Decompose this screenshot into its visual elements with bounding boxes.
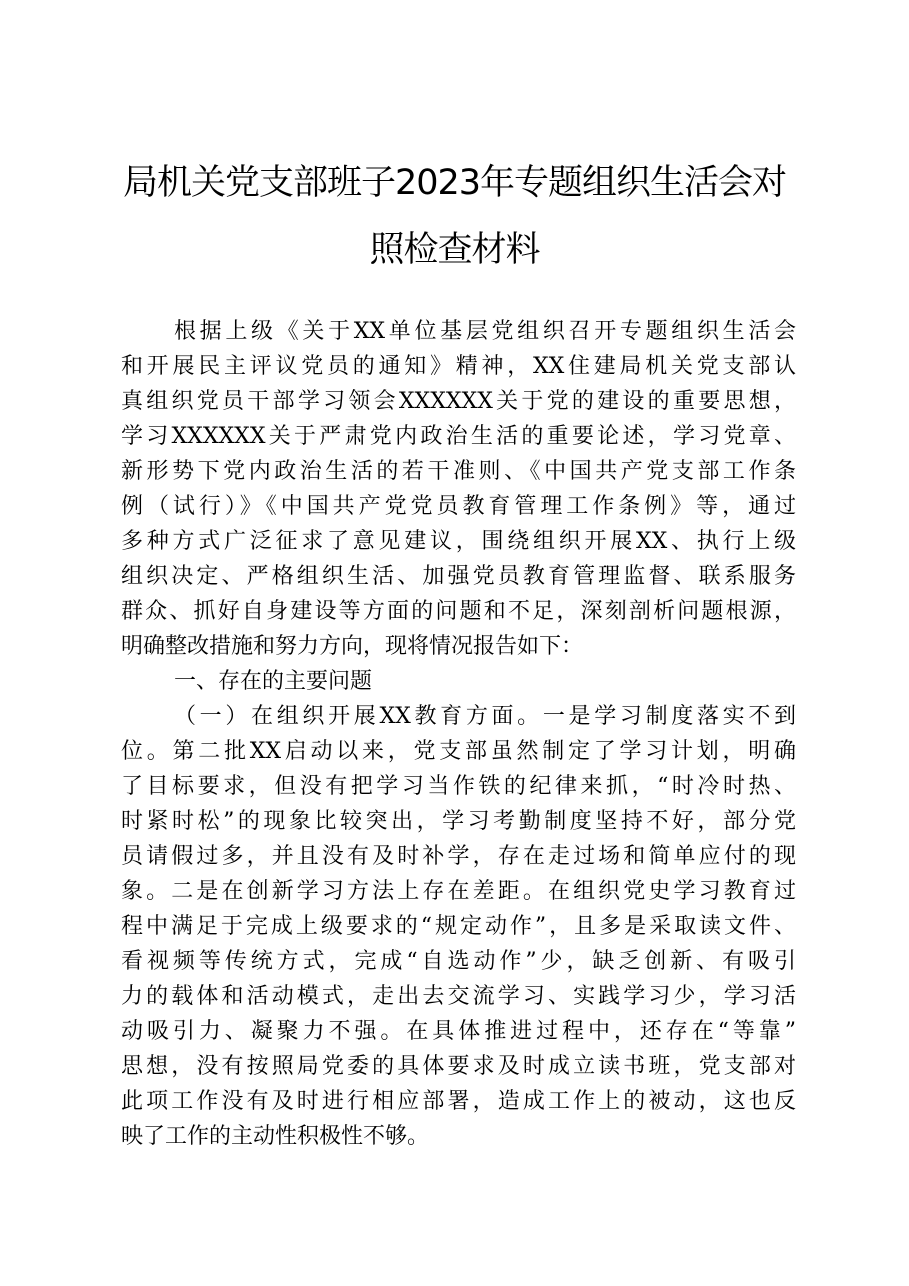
intro-line: 组织决定、严格组织生活、加强党员教育管理监督、联系服务 <box>121 564 796 589</box>
section-line: 看视频等传统方式，完成“自选动作”少，缺乏创新、有吸引 <box>121 949 796 974</box>
intro-line: 新形势下党内政治生活的若干准则、《中国共产党支部工作条 <box>121 459 796 484</box>
section-line: 象。二是在创新学习方法上存在差距。在组织党史学习教育过 <box>121 879 796 904</box>
intro-line: 群众、抓好自身建设等方面的问题和不足，深刻剖析问题根源， <box>121 599 796 624</box>
document-title-line-2: 照检查材料 <box>369 230 540 270</box>
intro-line: 例（试行）》《中国共产党党员教育管理工作条例》等，通过 <box>121 494 796 519</box>
section-line: 了目标要求，但没有把学习当作铁的纪律来抓，“时冷时热、 <box>121 774 796 799</box>
section-line: 程中满足于完成上级要求的“规定动作”，且多是采取读文件、 <box>121 914 796 939</box>
section-line: 位。第二批XX启动以来，党支部虽然制定了学习计划，明确 <box>121 739 796 764</box>
section-line: 时紧时松”的现象比较突出，学习考勤制度坚持不好，部分党 <box>121 809 796 834</box>
intro-line: 明确整改措施和努力方向，现将情况报告如下： <box>121 634 584 659</box>
section-heading: 一、存在的主要问题 <box>174 669 373 694</box>
intro-line: 多种方式广泛征求了意见建议，围绕组织开展XX、执行上级 <box>121 529 796 554</box>
section-line: 员请假过多，并且没有及时补学，存在走过场和简单应付的现 <box>121 844 796 869</box>
document-title-line-1: 局机关党支部班子2023年专题组织生活会对 <box>122 163 787 203</box>
intro-line: 真组织党员干部学习领会XXXXXX关于党的建设的重要思想， <box>121 389 796 414</box>
intro-line: 根据上级《关于XX单位基层党组织召开专题组织生活会 <box>174 319 796 344</box>
intro-line: 和开展民主评议党员的通知》精神，XX住建局机关党支部认 <box>121 354 796 379</box>
section-line: 思想，没有按照局党委的具体要求及时成立读书班，党支部对 <box>121 1054 796 1079</box>
section-line: 映了工作的主动性积极性不够。 <box>121 1124 430 1149</box>
section-line: 动吸引力、凝聚力不强。在具体推进过程中，还存在“等靠” <box>121 1019 796 1044</box>
intro-line: 学习XXXXXX关于严肃党内政治生活的重要论述，学习党章、 <box>121 424 796 449</box>
section-line: （一）在组织开展XX教育方面。一是学习制度落实不到 <box>174 704 796 729</box>
section-line: 力的载体和活动模式，走出去交流学习、实践学习少，学习活 <box>121 984 796 1009</box>
section-line: 此项工作没有及时进行相应部署，造成工作上的被动，这也反 <box>121 1089 796 1114</box>
